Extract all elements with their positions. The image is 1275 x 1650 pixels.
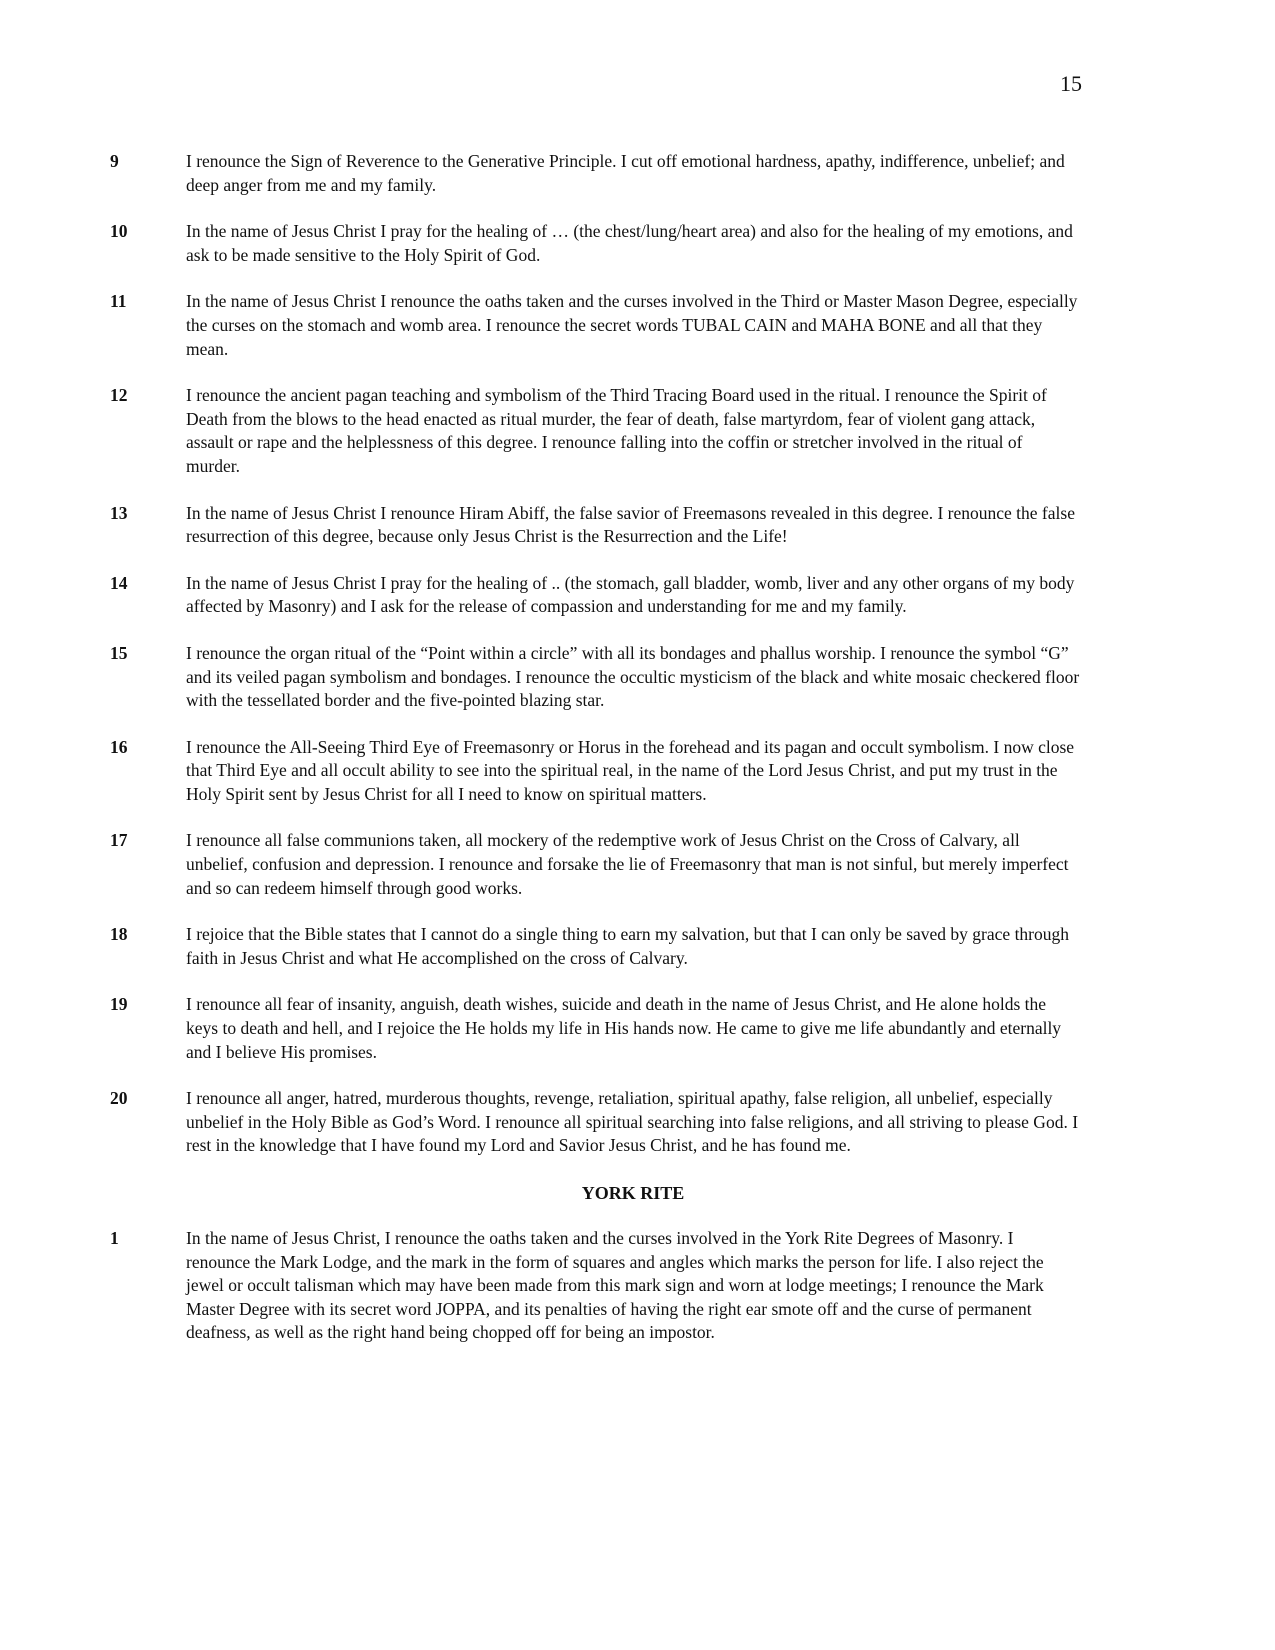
renunciation-entry-10 xyxy=(110,220,1080,267)
entry-text: In the name of Jesus Christ, I renounce the oaths taken and the curses involved in the York Rite Degrees of Masonry. I renounce the Mark Lodge, and the mark in the form of squares and angles which marks the person for life. I also reject the jewel or occult talisman which may have been made from this mark sign and worn at lodge meetings; I renounce the Mark Master Degree with its secret word JOPPA, and its penalties of having the right ear smote off and the curse of permanent deafness, as well as the right hand being chopped off for being an impostor. xyxy=(186,1228,1044,1343)
renunciation-entry-16 xyxy=(110,736,1080,807)
renunciation-entry-12 xyxy=(110,384,1080,478)
entry-text: In the name of Jesus Christ I renounce Hiram Abiff, the false savior of Freemasons revealed in this degree. I renounce the false resurrection of this degree, because only Jesus Christ is the Resurrection and the Life! xyxy=(186,502,1075,547)
entry-text: I renounce all anger, hatred, murderous thoughts, revenge, retaliation, spiritual apathy, false religion, all unbelief, especially unbelief in the Holy Bible as God’s Word. I renounce all spiritual searching into false religions, and all striving to please God. I rest in the knowledge that I have found my Lord and Savior Jesus Christ, and he has found me. xyxy=(186,1088,1079,1156)
entry-number: 12 xyxy=(110,385,128,406)
renunciation-entry-14 xyxy=(110,572,1080,619)
entry-number: 19 xyxy=(110,994,128,1015)
entry-number: 9 xyxy=(110,151,119,171)
entry-number: 11 xyxy=(110,291,127,312)
document-body xyxy=(110,150,1080,1368)
entry-text: In the name of Jesus Christ I pray for the healing of … (the chest/lung/heart area) and also for the healing of my emotions, and ask to be made sensitive to the Holy Spirit of God. xyxy=(186,221,1073,265)
entry-number: 14 xyxy=(110,572,128,593)
entry-text: I renounce all fear of insanity, anguish, death wishes, suicide and death in the name of Jesus Christ, and He alone holds the keys to death and hell, and I rejoice the He holds my life in His hands now. He came to give me life abundantly and eternally and I believe His promises. xyxy=(186,994,1062,1062)
section-heading: YORK RITE xyxy=(581,1183,685,1203)
entry-text: In the name of Jesus Christ I renounce the oaths taken and the curses involved in the Third or Master Mason Degree, especially the curses on the stomach and womb area. I renounce the secret words TUBAL CAIN and MAHA BONE and all that they mean. xyxy=(186,291,1078,359)
renunciation-entry-13 xyxy=(110,502,1080,549)
entry-text: I renounce the ancient pagan teaching and symbolism of the Third Tracing Board used in the ritual. I renounce the Spirit of Death from the blows to the head enacted as ritual murder, the fear of death, false martyrdom, fear of violent gang attack, assault or rape and the helplessness of this degree. I renounce falling into the coffin or stretcher involved in the ritual of murder. xyxy=(186,385,1047,476)
renunciation-entry-11 xyxy=(110,290,1080,361)
renunciation-entry-19 xyxy=(110,993,1080,1064)
renunciation-entry-15 xyxy=(110,642,1080,713)
entry-number: 18 xyxy=(110,924,128,945)
renunciation-entry-9 xyxy=(110,150,1080,197)
entry-number: 15 xyxy=(110,642,128,663)
entry-text: I rejoice that the Bible states that I cannot do a single thing to earn my salvation, but that I can only be saved by grace through faith in Jesus Christ and what He accomplished on the cross of Calvary. xyxy=(186,924,1070,968)
entry-number: 17 xyxy=(110,830,128,851)
entry-text: I renounce the organ ritual of the “Point within a circle” with all its bondages and phallus worship. I renounce the symbol “G” and its veiled pagan symbolism and bondages. I renounce the occultic mysticism of the black and white mosaic checkered floor with the tessellated border and the five-pointed blazing star. xyxy=(186,642,1080,711)
entry-text: In the name of Jesus Christ I pray for the healing of .. (the stomach, gall bladder, womb, liver and any other organs of my body affected by Masonry) and I ask for the release of compassion and understanding for me and my family. xyxy=(186,572,1075,617)
page-number: 15 xyxy=(1060,71,1082,96)
renunciation-entry-17 xyxy=(110,829,1080,900)
entry-text: I renounce the All-Seeing Third Eye of Freemasonry or Horus in the forehead and its pagan and occult symbolism. I now close that Third Eye and all occult ability to see into the spiritual real, in the name of the Lord Jesus Christ, and put my trust in the Holy Spirit sent by Jesus Christ for all I need to know on spiritual matters. xyxy=(186,736,1075,804)
renunciation-entry-york-1 xyxy=(110,1227,1080,1345)
entry-number: 1 xyxy=(110,1228,119,1248)
renunciation-entry-20 xyxy=(110,1087,1080,1158)
entry-number: 13 xyxy=(110,502,128,523)
entry-number: 10 xyxy=(110,221,128,242)
entry-text: I renounce the Sign of Reverence to the Generative Principle. I cut off emotional hardness, apathy, indifference, unbelief; and deep anger from me and my family. xyxy=(186,151,1065,195)
entry-number: 16 xyxy=(110,736,128,757)
entry-text: I renounce all false communions taken, all mockery of the redemptive work of Jesus Christ on the Cross of Calvary, all unbelief, confusion and depression. I renounce and forsake the lie of Freemasonry that man is not sinful, but merely imperfect and so can redeem himself through good works. xyxy=(186,830,1069,898)
entry-number: 20 xyxy=(110,1088,128,1109)
renunciation-entry-18 xyxy=(110,923,1080,970)
